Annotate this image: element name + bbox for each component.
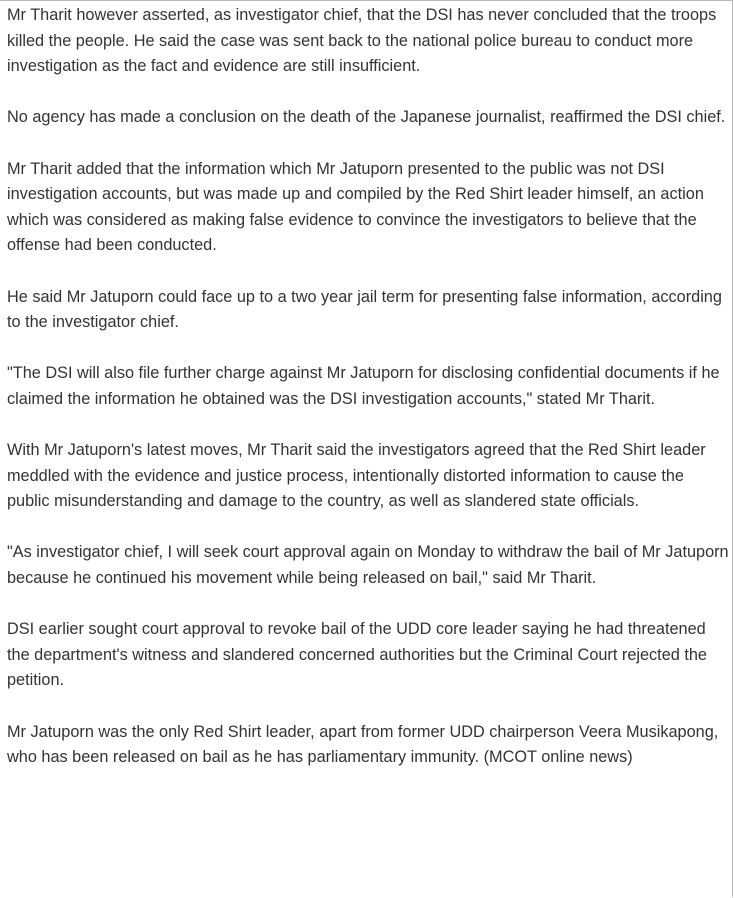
article-paragraph-false-evidence: Mr Tharit added that the information which Mr Jatuporn presented to the public was not DSI investigation accounts, but was made up and compiled by the Red Shirt leader himself, an action which was considered as making false evidence to convince the investigators to believe that the offense had been conducted.	[7, 159, 704, 255]
news-article-body	[7, 3, 731, 771]
article-paragraph-jail-term: He said Mr Jatuporn could face up to a two year jail term for presenting false information, according to the investigator chief.	[7, 287, 722, 332]
article-paragraph-latest-moves: With Mr Jatuporn's latest moves, Mr Tharit said the investigators agreed that the Red Shirt leader meddled with the evidence and justice process, intentionally distorted information to cause the public misunderstanding and damage to the country, as well as slandered state officials.	[7, 441, 706, 511]
article-paragraph-parliamentary-immunity: Mr Jatuporn was the only Red Shirt leader, apart from former UDD chairperson Veera Musikapong, who has been released on bail as he has parliamentary immunity. (MCOT online news)	[7, 722, 719, 767]
article-paragraph-earlier-petition: DSI earlier sought court approval to revoke bail of the UDD core leader saying he had threatened the department's witness and slandered concerned authorities but the Criminal Court rejected the petition.	[7, 620, 707, 690]
article-paragraph-further-charge-quote: "The DSI will also file further charge against Mr Jatuporn for disclosing confidential documents if he claimed the information he obtained was the DSI investigation accounts," stated Mr Tharit.	[7, 364, 720, 408]
article-paragraph-tharit-assertion: Mr Tharit however asserted, as investigator chief, that the DSI has never concluded that the troops killed the people. He said the case was sent back to the national police bureau to conduct more investigation as the fact and evidence are still insufficient.	[7, 6, 717, 76]
article-paragraph-bail-withdrawal-quote: "As investigator chief, I will seek court approval again on Monday to withdraw the bail of Mr Jatuporn because he continued his movement while being released on bail," said Mr Tharit.	[7, 543, 729, 588]
article-paragraph-japanese-journalist: No agency has made a conclusion on the death of the Japanese journalist, reaffirmed the DSI chief.	[7, 108, 726, 127]
